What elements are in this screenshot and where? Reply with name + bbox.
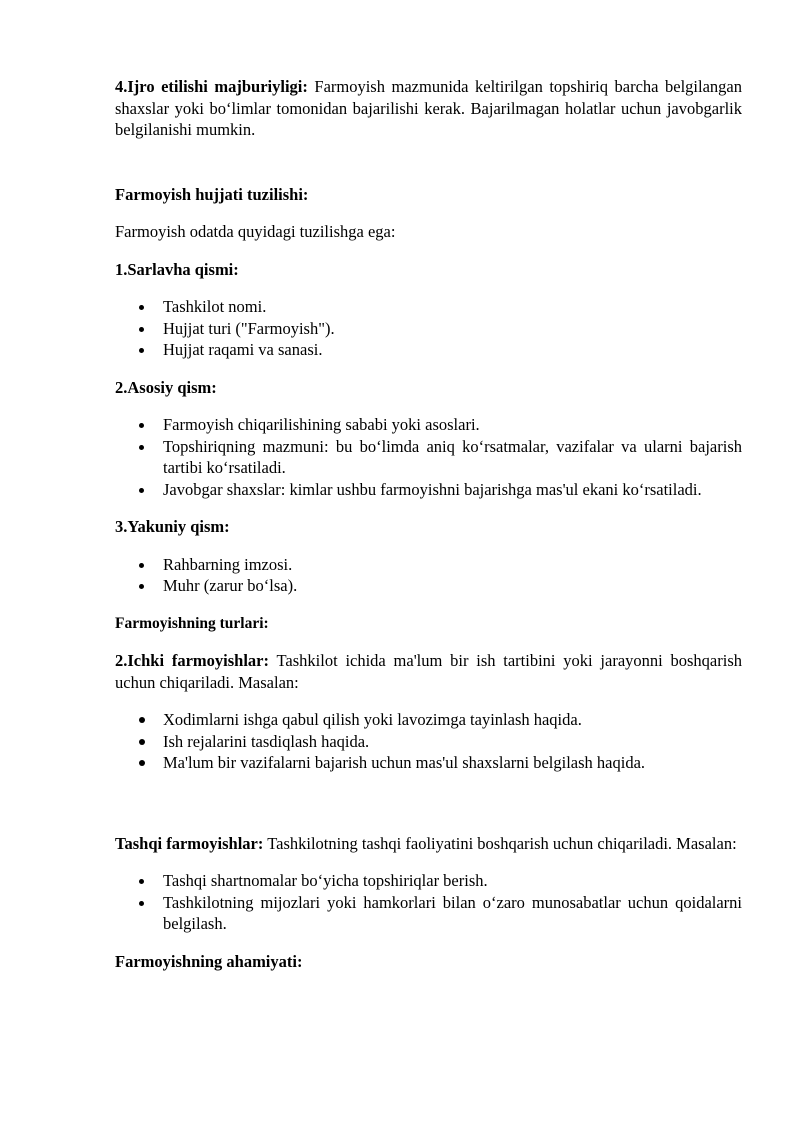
section-heading-main-part: 2.Asosiy qism: [115,377,217,397]
list-internal-examples [115,709,742,774]
paragraph-execution-obligation [115,76,742,141]
list-main-part [115,414,742,500]
section-heading-final-part: 3.Yakuniy qism: [115,517,230,536]
paragraph-text: Tashkilotning tashqi faoliyatini boshqarish uchun chiqariladi. Masalan: [263,833,737,853]
list-item: Xodimlarni ishga qabul qilish yoki lavozimga tayinlash haqida. [115,709,742,731]
list-item: Muhr (zarur bo‘lsa). [115,575,742,597]
paragraph-internal-orders [115,650,742,693]
heading-structure: Farmoyish hujjati tuzilishi: [115,184,309,204]
heading-importance: Farmoyishning ahamiyati: [115,951,303,971]
heading-types: Farmoyishning turlari: [115,614,269,632]
list-item: Tashqi shartnomalar bo‘yicha topshiriqlar berish. [115,870,742,892]
list-external-examples [115,870,742,935]
list-item: Tashkilot nomi. [115,296,742,318]
list-item: Javobgar shaxslar: kimlar ushbu farmoyishni bajarishga mas'ul ekani ko‘rsatiladi. [115,479,742,501]
list-item: Tashkilotning mijozlari yoki hamkorlari bilan o‘zaro munosabatlar uchun qoidalarni belgilash. [115,892,742,935]
list-item: Hujjat raqami va sanasi. [115,339,742,361]
paragraph-text: Farmoyish mazmunida keltirilgan topshiriq barcha belgilangan shaxslar yoki bo‘limlar tomonidan bajarilishi kerak. Bajarilmagan holatlar uchun javobgarlik belgilanishi mumkin. [115,77,742,139]
list-final-part [115,554,742,597]
paragraph-label: Tashqi farmoyishlar: [115,833,264,853]
list-item: Ish rejalarini tasdiqlash haqida. [115,731,742,753]
list-item: Rahbarning imzosi. [115,554,742,576]
list-item: Hujjat turi ("Farmoyish"). [115,318,742,340]
paragraph-external-orders [115,833,742,855]
list-item: Topshiriqning mazmuni: bu bo‘limda aniq ko‘rsatmalar, vazifalar va ularni bajarish tartibi ko‘rsatiladi. [115,436,742,479]
section-heading-title-part: 1.Sarlavha qismi: [115,259,239,279]
paragraph-text: Tashkilot ichida ma'lum bir ish tartibini yoki jarayonni boshqarish uchun chiqariladi. Masalan: [115,651,742,692]
list-title-part [115,296,742,361]
document-page [115,76,742,972]
list-item: Ma'lum bir vazifalarni bajarish uchun mas'ul shaxslarni belgilash haqida. [115,752,742,774]
intro-text: Farmoyish odatda quyidagi tuzilishga ega: [115,222,396,241]
paragraph-label: 2.Ichki farmoyishlar: [115,651,269,670]
list-item: Farmoyish chiqarilishining sababi yoki asoslari. [115,414,742,436]
paragraph-label: 4.Ijro etilishi majburiyligi: [115,77,308,96]
